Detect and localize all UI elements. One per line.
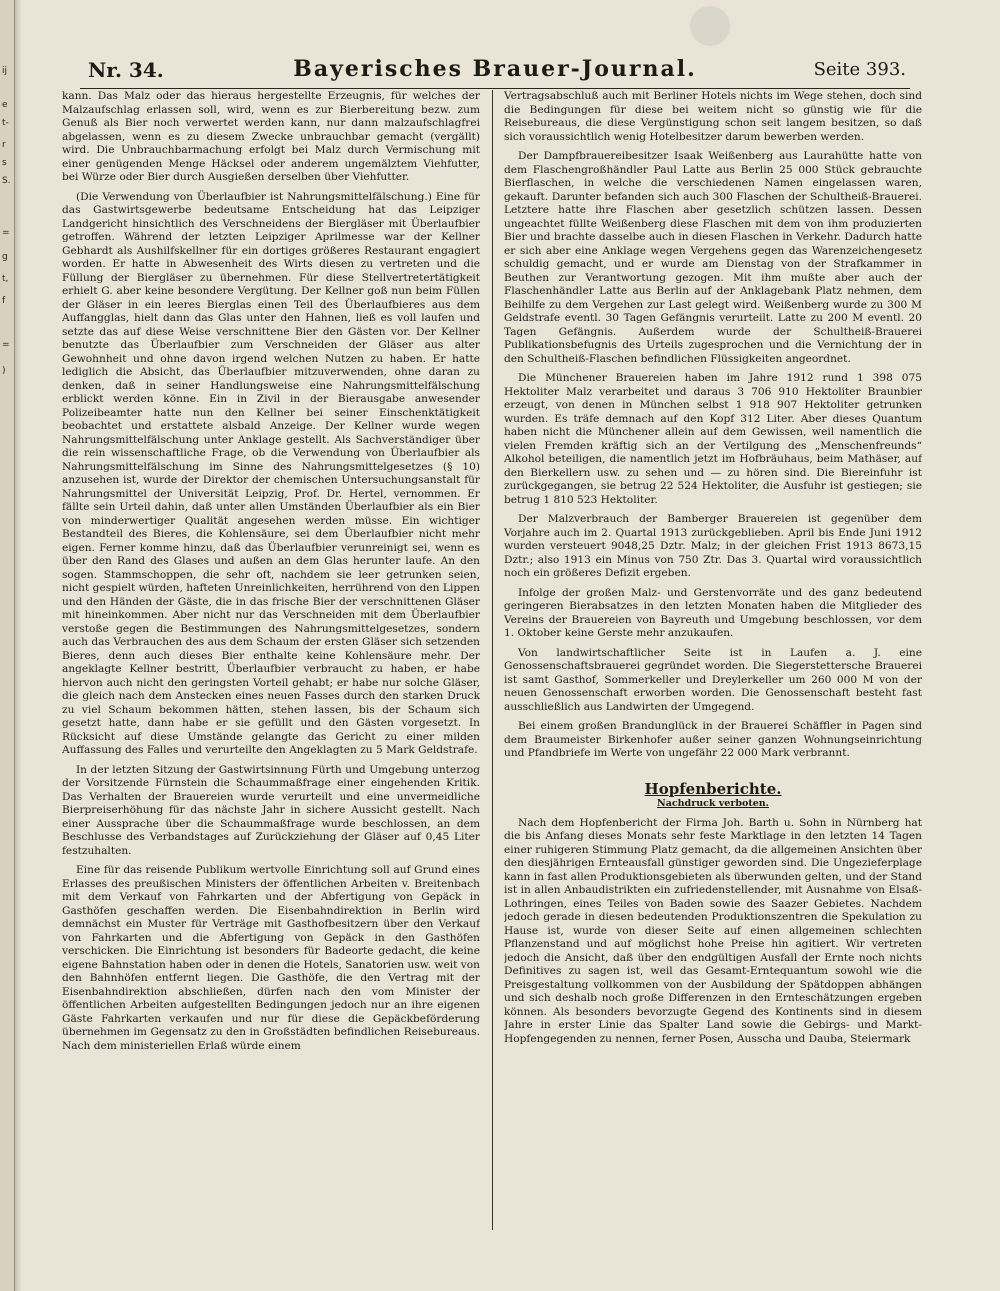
right-column [504,90,922,1230]
paragraph: kann. Das Malz oder das hieraus hergestellte Erzeugnis, für welches der Malzaufschlag erlassen soll, wird, wenn es zur Bierbereitung bezw. zum Genuß als Bier noch verwertet werden kann, nur dann malzaufschlagfrei abgelassen, wenn es zu diesem Zwecke unbrauchbar gemacht (vergällt) wird. Die Unbrauchbarmachung erfolgt bei Malz durch Vermischung mit einer genügenden Menge Häcksel oder anderem ungemälztem Viehfutter, bei Würze oder Bier durch Ausgießen derselben über Viehfutter. [62,90,480,183]
paragraph: Der Malzverbrauch der Bamberger Brauereien ist gegenüber dem Vorjahre auch im 2. Quartal 1913 zurückgeblieben. April bis Ende Juni 1912 wurden versteuert 9048,25 Dztr. Malz; in der gleichen Frist 1913 8673,15 Dztr.; also 1913 ein Minus von 750 Ztr. Das 3. Quartal wird voraussichtlich noch ein größeres Defizit ergeben. [504,513,922,579]
binding-shadow [14,0,22,1291]
previous-page-edge [0,0,15,1291]
paragraph: Vertragsabschluß auch mit Berliner Hotels nichts im Wege stehen, doch sind die Bedingungen für diese bei weitem nicht so günstig wie für die Reisebureaus, die diese Vergünstigung schon seit langem besitzen, so daß sich voraussichtlich wenig Hotelbesitzer darum bewerben werden. [504,90,922,143]
library-stamp-mark [690,6,730,46]
paragraph: (Die Verwendung von Überlaufbier ist Nahrungsmittelfälschung.) Eine für das Gastwirtsgewerbe bedeutsame Entscheidung hat das Leipziger Landgericht hinsichtlich des Verschneidens der Biergläser mit Überlaufbier getroffen. Während der letzten Leipziger Aprilmesse war der Kellner Gebhardt als Aushilfskellner für ein dortiges größeres Restaurant engagiert worden. Er hatte in Abwesenheit des Wirts diesen zu vertreten und die Füllung der Biergläser zu übernehmen. Für diese Stellvertretertätigkeit erhielt G. aber keine besondere Vergütung. Der Kellner goß nun beim Füllen der Gläser in ein leeres Bierglas einen Teil des Überlaufbieres aus dem Auffangglas, hielt dann das Glas unter den Hahnen, ließ es voll laufen und setzte das auf diese Weise verschnittene Bier den Gästen vor. Der Kellner benutzte das Überlaufbier zum Verschneiden der Gläser aus alter Gewohnheit und ohne davon irgend welchen Nutzen zu haben. Er hatte lediglich die Absicht, das Überlaufbier mitzuverwenden, ohne daran zu denken, daß in seiner Handlungsweise eine Nahrungsmittelfälschung erblickt werden könne. Ein in Zivil in der Bierausgabe anwesender Polizeibeamter hatte nun den Kellner bei seiner Einschenktätigkeit beobachtet und erstattete alsbald Anzeige. Der Kellner wurde wegen Nahrungsmittelfälschung unter Anklage gestellt. Als Sachverständiger über die rein wissenschaftliche Frage, ob die Verwendung von Überlaufbier als Nahrungsmittelfälschung im Sinne des Nahrungsmittelgesetzes (§ 10) anzusehen ist, wurde der Direktor der chemischen Untersuchungsanstalt für Nahrungsmittel der Universität Leipzig, Prof. Dr. Hertel, vernommen. Er fällte sein Urteil dahin, daß unter allen Umständen Überlaufbier als ein Bier von minderwertiger Qualität angesehen werden müsse. Ein wichtiger Bestandteil des Bieres, die Kohlensäure, sei dem Überlaufbier nicht mehr eigen. Ferner komme hinzu, daß das Überlaufbier verunreinigt sei, wenn es über den Rand des Glases und außen an dem Glas herunter laufe. An den sogen. Stammschoppen, die sehr oft, nachdem sie leer getrunken seien, nicht gespielt würden, hafteten Unreinlichkeiten, herrührend von den Lippen und den Händen der Gäste, die in das frische Bier der verschnittenen Gläser mit hineinkommen. Aber nicht nur das Verschneiden mit dem Überlaufbier verstoße gegen die Bestimmungen des Nahrungsmittelgesetzes, sondern auch das Verbrauchen des aus dem Schaum der ersten Gläser sich setzenden Bieres, denn auch dieses Bier enthalte keine Kohlensäure mehr. Der angeklagte Kellner bestritt, Überlaufbier verbraucht zu haben, er habe hiervon auch nicht den geringsten Vorteil gehabt; er habe nur solche Gläser, die gleich nach dem Anstecken eines neuen Fasses durch den starken Druck zu viel Schaum bekommen hätten, stehen lassen, bis der Schaum sich gesetzt hatte, dann habe er sie gefüllt und den Gästen vorgesetzt. In Rücksicht auf diese Umstände gelangte das Gericht zu einer milden Auffassung des Falles und verurteilte den Angeklagten zu 5 Mark Geldstrafe. [62,190,480,756]
reprint-notice: Nachdruck verboten. [657,798,769,809]
stub-letter: f [2,296,6,306]
stub-letter: g [2,252,8,262]
stub-letter: = [2,228,10,238]
journal-title: Bayerisches Brauer-Journal. [293,56,697,82]
running-header [80,54,910,89]
stub-letter: ) [2,366,6,376]
stub-letter: e [2,100,8,110]
column-divider [492,90,493,1230]
stub-letter: S. [2,176,11,186]
section-heading: Hopfenberichte. [644,779,782,798]
stub-letter: t, [2,274,9,284]
left-column [62,90,480,1230]
stub-letter: r [2,140,6,150]
paragraph: Der Dampfbrauereibesitzer Isaak Weißenberg aus Laurahütte hatte von dem Flaschengroßhändler Paul Latte aus Berlin 25 000 Stück gebrauchte Bierflaschen, in welche die verschiedenen Namen eingelassen waren, gekauft. Darunter befanden sich auch 300 Flaschen der Schultheiß-Brauerei. Letztere hatte ihre Flaschen aber gesetzlich schützen lassen. Dessen ungeachtet füllte Weißenberg diese Flaschen mit dem von ihm produzierten Bier und brachte dasselbe auch in diesen Flaschen in Verkehr. Dadurch hatte er sich aber eine Anklage wegen Vergehens gegen das Warenzeichengesetz schuldig gemacht, und er wurde am Dienstag von der Strafkammer in Beuthen zur Verantwortung gezogen. Mit ihm mußte aber auch der Flaschenhändler Latte aus Berlin auf der Anklagebank Platz nehmen, dem Beihilfe zu dem Vergehen zur Last gelegt wird. Weißenberg wurde zu 300 M Geldstrafe eventl. 30 Tagen Gefängnis verurteilt. Latte zu 200 M eventl. 20 Tagen Gefängnis. Außerdem wurde der Schultheiß-Brauerei Publikationsbefugnis des Urteils zugesprochen und die Vernichtung der in den Schultheiß-Flaschen befindlichen Flüssigkeiten angeordnet. [504,150,922,365]
stub-letter: = [2,340,10,350]
paragraph: In der letzten Sitzung der Gastwirtsinnung Fürth und Umgebung unterzog der Vorsitzende Fürnstein die Schaummaßfrage einer eingehenden Kritik. Das Verhalten der Brauereien wurde verurteilt und eine unvermeidliche Bierpreiserhöhung für das nächste Jahr in sichere Aussicht gestellt. Nach einer Aussprache über die Schaummaßfrage wurde beschlossen, an dem Beschlusse des Verbandstages auf Zurückziehung der Gläser auf 0,45 Liter festzuhalten. [62,763,480,857]
paragraph: Eine für das reisende Publikum wertvolle Einrichtung soll auf Grund eines Erlasses des preußischen Ministers der öffentlichen Arbeiten v. Breitenbach mit dem Verkauf von Fahrkarten und der Abfertigung von Gepäck in Gasthöfen geschaffen werden. Die Eisenbahndirektion in Berlin wird demnächst ein Muster für Verträge mit Gasthofbesitzern über den Verkauf von Fahrkarten und die Abfertigung von Gepäck in den Gasthöfen verschicken. Die Einrichtung ist besonders für Badeorte gedacht, die keine eigene Bahnstation haben oder in denen die Hotels, Sanatorien usw. weit von den Bahnhöfen entfernt liegen. Die Gasthöfe, die den Vertrag mit der Eisenbahndirektion abschließen, dürfen nach den vom Minister der öffentlichen Arbeiten aufgestellten Bedingungen jedoch nur an ihre eigenen Gäste Fahrkarten verkaufen und nur für diese die Gepäckbeförderung übernehmen im Gegensatz zu den in Großstädten befindlichen Reisebureaus. Nach dem ministeriellen Erlaß würde einem [62,864,480,1052]
stub-letter: ij [2,66,8,76]
paragraph: Von landwirtschaftlicher Seite ist in Laufen a. J. eine Genossenschaftsbrauerei gegründet worden. Die Siegerstettersche Brauerei ist samt Gasthof, Sommerkeller und Dreylerkeller um 260 000 M von der neuen Genossenschaft erworben worden. Die Genossenschaft besteht fast ausschließlich aus Landwirten der Umgegend. [504,646,922,713]
paragraph: Infolge der großen Malz- und Gerstenvorräte und des ganz bedeutend geringeren Bierabsatzes in den letzten Monaten haben die Mitglieder des Vereins der Brauereien von Bayreuth und Umgebung beschlossen, vor dem 1. Oktober keine Gerste mehr anzukaufen. [504,586,922,639]
issue-number: Nr. 34. [88,58,164,82]
page-number: Seite 393. [813,59,906,80]
article-columns [62,90,922,1230]
paragraph: Nach dem Hopfenbericht der Firma Joh. Barth u. Sohn in Nürnberg hat die bis Anfang dieses Monats sehr feste Marktlage in den letzten 14 Tagen einer ruhigeren Stimmung Platz gemacht, da die allgemeinen Ansichten über den diesjährigen Ernteausfall günstiger geworden sind. Die Ungezieferplage kann in fast allen Produktionsgebieten als überwunden gelten, und der Stand ist in allen Anbaudistrikten ein zufriedenstellender, mit Ausnahme von Elsaß-Lothringen, eines Teiles von Baden sowie des Saazer Gebietes. Nachdem jedoch gerade in diesen bedeutenden Produktionszentren die Spekulation zu Hause ist, wurde von dieser Seite auf einen allgemeinen schlechten Pflanzenstand und auf möglichst hohe Preise hin agitiert. Wir vertreten jedoch die Ansicht, daß über den endgültigen Ausfall der Ernte noch nichts Definitives zu sagen ist, weil das Gesamt-Erntequantum sowohl wie die Preisgestaltung vollkommen von der Ausbildung der Spätdoppen abhängen und sich deshalb noch große Differenzen in den Ernteschätzungen ergeben können. Als besonders bevorzugte Gegend des Kontinents sind in diesem Jahre in erster Linie das Spalter Land sowie die Gebirgs- und Markt-Hopfengegenden zu nennen, ferner Posen, Ausscha und Dauba, Steiermark [504,816,922,1045]
stub-letter: s [2,158,7,168]
paragraph: Die Münchener Brauereien haben im Jahre 1912 rund 1 398 075 Hektoliter Malz verarbeitet und daraus 3 706 910 Hektoliter Braunbier erzeugt, von denen in München selbst 1 918 907 Hektoliter getrunken wurden. Es träfe demnach auf den Kopf 312 Liter. Aber dieses Quantum haben nicht die Münchener allein auf dem Gewissen, weil namentlich die vielen Fremden kräftig sich an der Vertilgung des „Menschenfreunds“ Alkohol beteiligen, die namentlich jetzt im Hofbräuhaus, beim Mathäser, auf den Bierkellern usw. zu sehen und — zu hören sind. Die Biereinfuhr ist zurückgegangen, sie betrug 22 524 Hektoliter, die Ausfuhr ist gestiegen; sie betrug 1 810 523 Hektoliter. [504,372,922,506]
stub-letter: t- [2,118,9,128]
paragraph: Bei einem großen Brandunglück in der Brauerei Schäffler in Pagen sind dem Braumeister Birkenhofer außer seiner ganzen Wohnungseinrichtung und Pfandbriefe im Werte von ungefähr 22 000 Mark verbrannt. [504,720,922,759]
